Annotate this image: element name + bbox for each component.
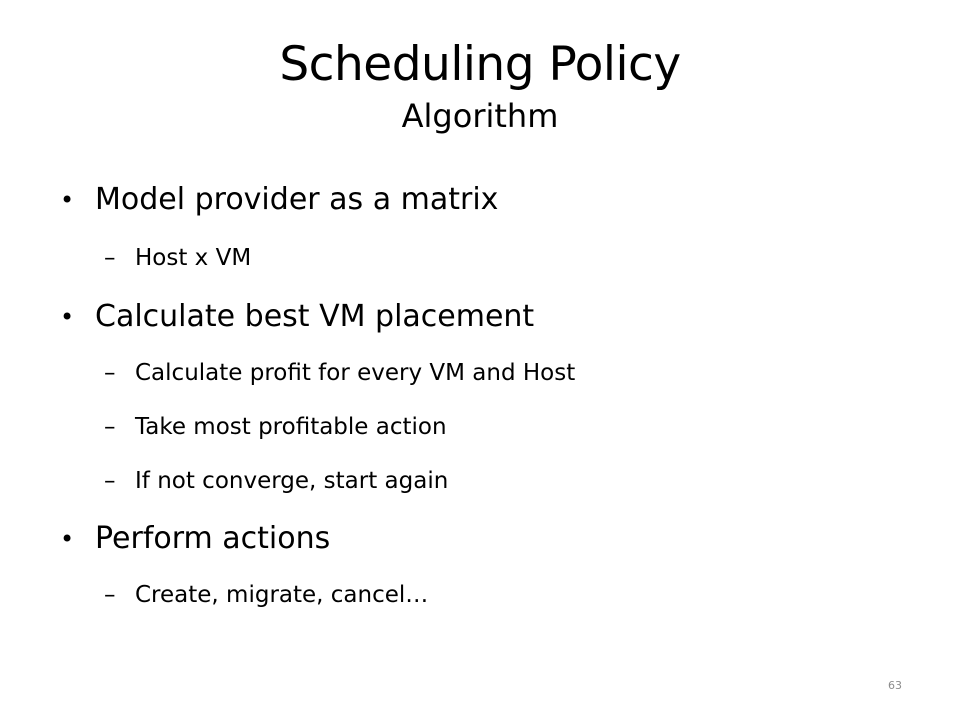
sub-bullet-text: Create, migrate, cancel… bbox=[135, 582, 429, 608]
bullet-text: Perform actions bbox=[95, 521, 331, 556]
sub-bullet-item bbox=[104, 580, 564, 610]
bullet-item bbox=[60, 182, 620, 218]
sub-bullet-text: Calculate profit for every VM and Host bbox=[135, 360, 576, 386]
slide-title-block bbox=[0, 34, 960, 136]
slide-subtitle: Algorithm bbox=[401, 97, 559, 135]
bullet-dot-icon: • bbox=[60, 525, 75, 553]
bullet-text: Calculate best VM placement bbox=[95, 299, 535, 334]
bullet-text: Model provider as a matrix bbox=[95, 182, 499, 217]
dash-icon: – bbox=[104, 582, 116, 608]
sub-bullet-item bbox=[104, 243, 504, 273]
sub-bullet-item bbox=[104, 412, 604, 442]
sub-bullet-text: Host x VM bbox=[135, 245, 252, 271]
slide-title: Scheduling Policy bbox=[279, 37, 681, 92]
dash-icon: – bbox=[104, 468, 116, 494]
page-number: 63 bbox=[888, 679, 902, 692]
bullet-dot-icon: • bbox=[60, 186, 75, 214]
dash-icon: – bbox=[104, 414, 116, 440]
bullet-item bbox=[60, 521, 480, 557]
bullet-dot-icon: • bbox=[60, 303, 75, 331]
sub-bullet-text: If not converge, start again bbox=[135, 468, 449, 494]
sub-bullet-item bbox=[104, 466, 604, 496]
sub-bullet-item bbox=[104, 358, 764, 388]
sub-bullet-text: Take most profitable action bbox=[135, 414, 447, 440]
dash-icon: – bbox=[104, 245, 116, 271]
dash-icon: – bbox=[104, 360, 116, 386]
bullet-item bbox=[60, 299, 660, 335]
